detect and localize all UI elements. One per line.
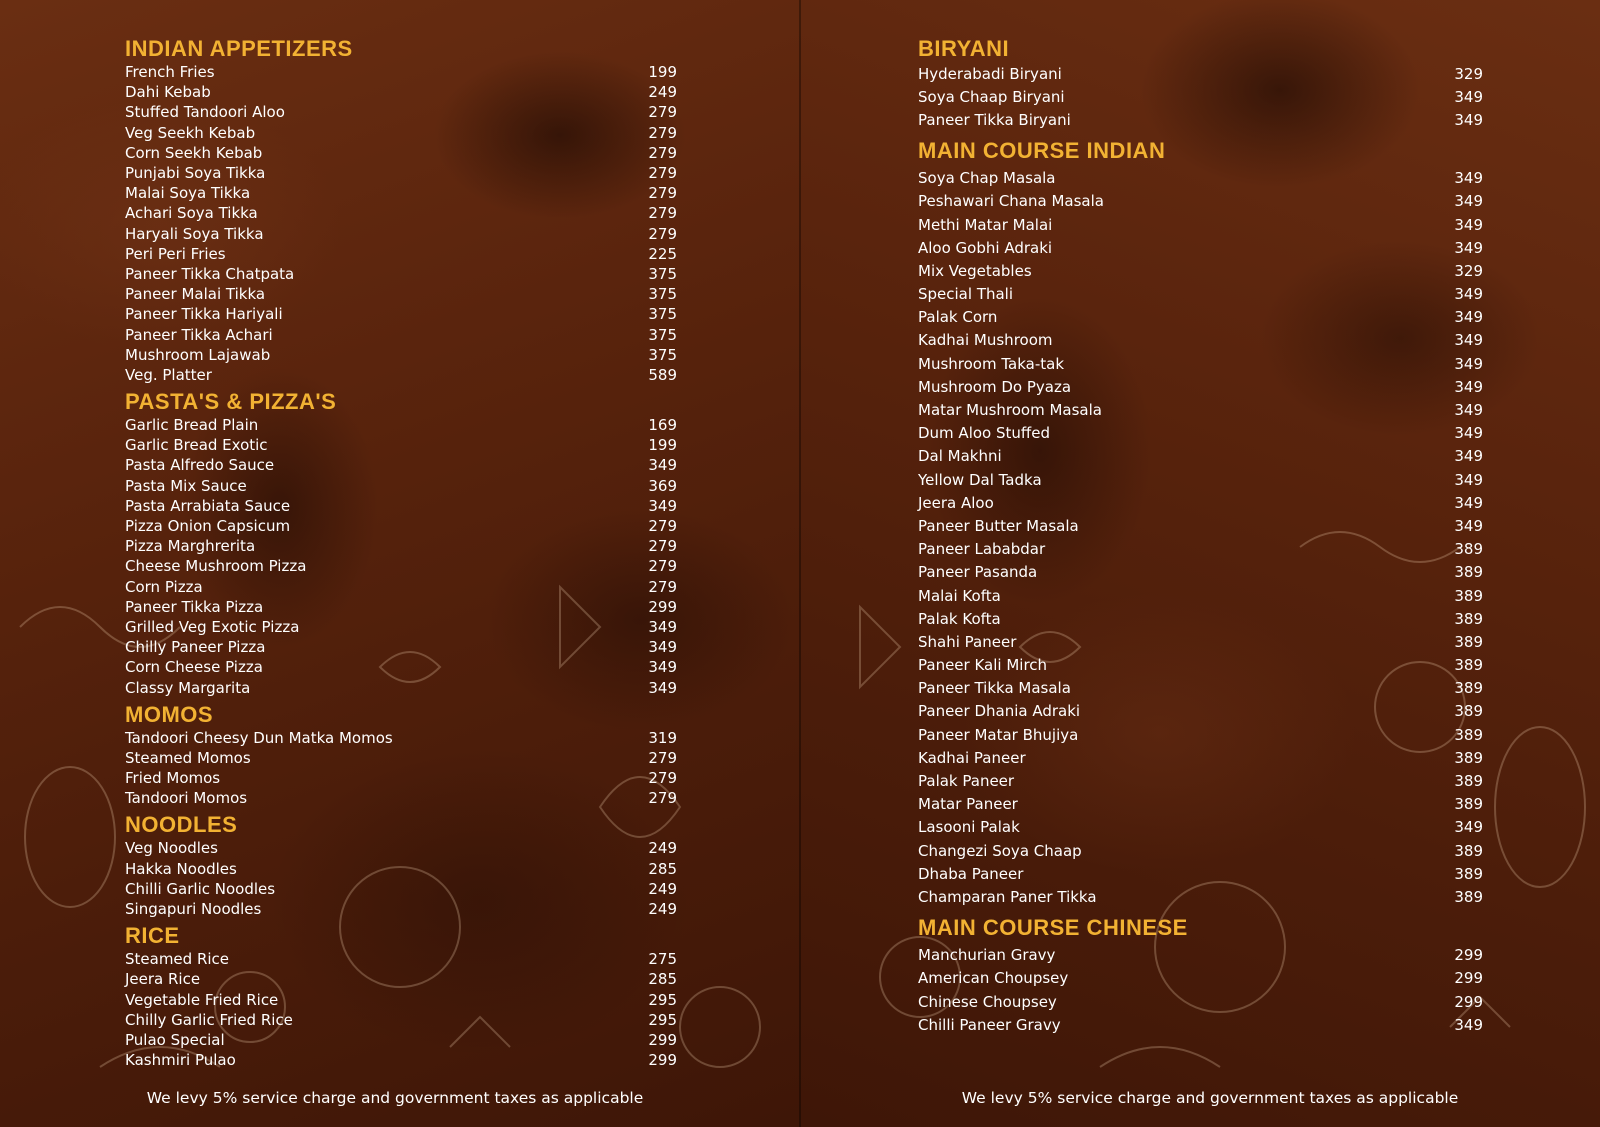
menu-item-name: Paneer Butter Masala bbox=[918, 516, 1079, 535]
menu-item-price: 389 bbox=[1454, 656, 1483, 675]
menu-item bbox=[918, 677, 1483, 700]
menu-item-name: Paneer Lababdar bbox=[918, 540, 1046, 559]
menu-item-name: Soya Chap Masala bbox=[918, 169, 1056, 188]
menu-item-price: 389 bbox=[1454, 586, 1483, 605]
menu-item-name: Paneer Tikka Chatpata bbox=[125, 264, 295, 283]
menu-item bbox=[125, 203, 677, 223]
menu-item-name: Dum Aloo Stuffed bbox=[918, 424, 1050, 443]
menu-item bbox=[918, 746, 1483, 769]
menu-item-price: 349 bbox=[1454, 110, 1483, 129]
menu-item-name: Paneer Pasanda bbox=[918, 563, 1038, 582]
menu-item-price: 299 bbox=[1454, 969, 1483, 988]
menu-item bbox=[125, 365, 677, 385]
menu-item-name: Steamed Momos bbox=[125, 748, 251, 767]
menu-item-name: Punjabi Soya Tikka bbox=[125, 164, 266, 183]
service-charge-note: We levy 5% service charge and government taxes as applicable bbox=[146, 1089, 644, 1107]
menu-item bbox=[918, 259, 1483, 282]
menu-item-price: 349 bbox=[1454, 308, 1483, 327]
menu-item bbox=[918, 700, 1483, 723]
menu-item-name: Corn Cheese Pizza bbox=[125, 658, 263, 677]
menu-item-price: 389 bbox=[1454, 887, 1483, 906]
menu-item-name: Methi Matar Malai bbox=[918, 215, 1053, 234]
menu-item-name: Kashmiri Pulao bbox=[125, 1051, 236, 1070]
menu-item-name: Shahi Paneer bbox=[918, 632, 1017, 651]
menu-item-name: Pasta Mix Sauce bbox=[125, 476, 247, 495]
menu-item bbox=[125, 183, 677, 203]
menu-item-price: 389 bbox=[1454, 609, 1483, 628]
menu-item-name: Chinese Choupsey bbox=[918, 992, 1057, 1011]
menu-item-name: Pasta Arrabiata Sauce bbox=[125, 496, 291, 515]
menu-item-name: Veg Seekh Kebab bbox=[125, 123, 256, 142]
menu-item bbox=[125, 990, 677, 1010]
menu-item-price: 369 bbox=[648, 476, 677, 495]
menu-item bbox=[918, 769, 1483, 792]
menu-item-price: 349 bbox=[1454, 470, 1483, 489]
menu-item bbox=[918, 561, 1483, 584]
menu-item-price: 249 bbox=[648, 83, 677, 102]
menu-item-name: Grilled Veg Exotic Pizza bbox=[125, 617, 300, 636]
menu-item-name: Yellow Dal Tadka bbox=[918, 470, 1042, 489]
menu-item bbox=[918, 85, 1483, 108]
menu-item-name: Aloo Gobhi Adraki bbox=[918, 238, 1053, 257]
menu-item bbox=[125, 899, 677, 919]
menu-item-name: Peri Peri Fries bbox=[125, 244, 226, 263]
menu-item-price: 279 bbox=[648, 123, 677, 142]
menu-item-name: Pulao Special bbox=[125, 1030, 225, 1049]
menu-item bbox=[125, 1010, 677, 1030]
menu-item-price: 375 bbox=[648, 325, 677, 344]
menu-item-name: Veg Noodles bbox=[125, 839, 218, 858]
menu-item-name: Dal Makhni bbox=[918, 447, 1002, 466]
menu-item-price: 329 bbox=[1454, 64, 1483, 83]
menu-item bbox=[125, 677, 677, 697]
menu-item bbox=[125, 556, 677, 576]
menu-item-price: 389 bbox=[1454, 748, 1483, 767]
menu-item-price: 169 bbox=[648, 416, 677, 435]
menu-item-name: Chilli Garlic Noodles bbox=[125, 879, 276, 898]
menu-item bbox=[918, 630, 1483, 653]
menu-item bbox=[125, 284, 677, 304]
menu-item bbox=[125, 949, 677, 969]
menu-item-price: 349 bbox=[1454, 447, 1483, 466]
menu-item-price: 349 bbox=[648, 496, 677, 515]
menu-item-name: Vegetable Fried Rice bbox=[125, 990, 279, 1009]
left-menu-column bbox=[125, 36, 677, 1070]
menu-item bbox=[918, 1013, 1483, 1036]
menu-item-price: 375 bbox=[648, 264, 677, 283]
menu-item-price: 299 bbox=[648, 1030, 677, 1049]
menu-item bbox=[125, 163, 677, 183]
menu-item-price: 375 bbox=[648, 285, 677, 304]
menu-item bbox=[125, 244, 677, 264]
menu-item bbox=[125, 577, 677, 597]
menu-item bbox=[918, 607, 1483, 630]
section-title-pasta-s-pizza-s: PASTA'S & PIZZA'S bbox=[125, 389, 337, 414]
menu-page-right bbox=[800, 0, 1600, 1127]
menu-item-name: Paneer Malai Tikka bbox=[125, 285, 266, 304]
menu-item bbox=[125, 476, 677, 496]
menu-item bbox=[125, 859, 677, 879]
menu-item bbox=[918, 538, 1483, 561]
menu-item-name: Kadhai Mushroom bbox=[918, 331, 1053, 350]
menu-item-price: 349 bbox=[648, 658, 677, 677]
menu-item-price: 349 bbox=[648, 678, 677, 697]
menu-item bbox=[125, 435, 677, 455]
menu-item-name: Mix Vegetables bbox=[918, 261, 1032, 280]
menu-item bbox=[918, 723, 1483, 746]
menu-item-list bbox=[125, 949, 677, 1070]
menu-item bbox=[918, 514, 1483, 537]
menu-item-price: 279 bbox=[648, 143, 677, 162]
menu-item-name: Chilly Garlic Fried Rice bbox=[125, 1010, 293, 1029]
menu-item-list bbox=[918, 62, 1483, 132]
menu-item bbox=[125, 224, 677, 244]
menu-item bbox=[125, 788, 677, 808]
menu-item-name: Mushroom Do Pyaza bbox=[918, 377, 1072, 396]
menu-item-name: Garlic Bread Plain bbox=[125, 416, 259, 435]
menu-item bbox=[918, 167, 1483, 190]
menu-item bbox=[918, 491, 1483, 514]
menu-item bbox=[125, 123, 677, 143]
menu-item-price: 349 bbox=[648, 617, 677, 636]
menu-item-price: 389 bbox=[1454, 563, 1483, 582]
menu-item-price: 349 bbox=[1454, 215, 1483, 234]
menu-item-price: 349 bbox=[1454, 238, 1483, 257]
menu-item-name: Pizza Marghrerita bbox=[125, 537, 256, 556]
menu-item-price: 389 bbox=[1454, 679, 1483, 698]
menu-item-name: Chilli Paneer Gravy bbox=[918, 1015, 1061, 1034]
section-title-rice: RICE bbox=[125, 923, 180, 949]
menu-item-price: 279 bbox=[648, 184, 677, 203]
menu-item bbox=[125, 143, 677, 163]
menu-item-price: 225 bbox=[648, 244, 677, 263]
menu-item-name: Paneer Tikka Achari bbox=[125, 325, 273, 344]
menu-item bbox=[125, 536, 677, 556]
section-title-main-course-chinese: MAIN COURSE CHINESE bbox=[918, 914, 1188, 940]
menu-item bbox=[918, 352, 1483, 375]
menu-item-price: 295 bbox=[648, 990, 677, 1009]
menu-item-price: 279 bbox=[648, 164, 677, 183]
menu-item bbox=[918, 990, 1483, 1013]
menu-item-price: 589 bbox=[648, 365, 677, 384]
menu-item-name: Malai Soya Tikka bbox=[125, 184, 251, 203]
menu-item-name: Paneer Dhania Adraki bbox=[918, 702, 1081, 721]
menu-item bbox=[918, 398, 1483, 421]
menu-item-price: 275 bbox=[648, 950, 677, 969]
menu-item-name: Changezi Soya Chaap bbox=[918, 841, 1082, 860]
section-title-momos: MOMOS bbox=[125, 701, 214, 727]
menu-item-name: Fried Momos bbox=[125, 769, 221, 788]
menu-item-price: 299 bbox=[1454, 946, 1483, 965]
menu-item-price: 375 bbox=[648, 305, 677, 324]
menu-item-name: Tandoori Momos bbox=[125, 789, 248, 808]
menu-item-price: 349 bbox=[1454, 192, 1483, 211]
menu-item bbox=[125, 597, 677, 617]
menu-item bbox=[125, 1030, 677, 1050]
menu-item bbox=[918, 816, 1483, 839]
menu-item-price: 349 bbox=[1454, 331, 1483, 350]
menu-item-name: Mushroom Lajawab bbox=[125, 345, 271, 364]
menu-item-name: Matar Mushroom Masala bbox=[918, 401, 1102, 420]
menu-item-price: 349 bbox=[648, 456, 677, 475]
menu-item-name: Pizza Onion Capsicum bbox=[125, 517, 291, 536]
menu-item-name: Malai Kofta bbox=[918, 586, 1001, 605]
menu-item-price: 249 bbox=[648, 839, 677, 858]
menu-item-price: 279 bbox=[648, 557, 677, 576]
menu-item-name: Paneer Tikka Hariyali bbox=[125, 305, 283, 324]
menu-item-name: Cheese Mushroom Pizza bbox=[125, 557, 307, 576]
menu-item-name: Paneer Tikka Pizza bbox=[125, 597, 264, 616]
menu-item-price: 279 bbox=[648, 769, 677, 788]
menu-item bbox=[918, 190, 1483, 213]
menu-item bbox=[918, 654, 1483, 677]
menu-item-name: Special Thali bbox=[918, 285, 1014, 304]
menu-item bbox=[125, 879, 677, 899]
menu-item bbox=[125, 637, 677, 657]
menu-item-price: 279 bbox=[648, 517, 677, 536]
menu-item-name: Steamed Rice bbox=[125, 950, 230, 969]
menu-item-price: 319 bbox=[648, 728, 677, 747]
menu-item bbox=[918, 375, 1483, 398]
menu-item-price: 389 bbox=[1454, 864, 1483, 883]
menu-item-name: Dhaba Paneer bbox=[918, 864, 1024, 883]
menu-item bbox=[125, 304, 677, 324]
menu-item bbox=[918, 306, 1483, 329]
menu-item bbox=[125, 415, 677, 435]
menu-item-name: Dahi Kebab bbox=[125, 83, 211, 102]
menu-item bbox=[125, 455, 677, 475]
menu-item-price: 249 bbox=[648, 879, 677, 898]
menu-item bbox=[125, 657, 677, 677]
menu-item-price: 389 bbox=[1454, 632, 1483, 651]
menu-item-name: Achari Soya Tikka bbox=[125, 204, 258, 223]
menu-item-name: Jeera Rice bbox=[125, 970, 201, 989]
menu-item-name: Soya Chaap Biryani bbox=[918, 87, 1065, 106]
menu-item-name: Singapuri Noodles bbox=[125, 900, 262, 919]
menu-item-name: Haryali Soya Tikka bbox=[125, 224, 264, 243]
service-charge-note: We levy 5% service charge and government taxes as applicable bbox=[961, 1089, 1459, 1107]
menu-item-name: Lasooni Palak bbox=[918, 818, 1020, 837]
menu-item-price: 299 bbox=[648, 597, 677, 616]
menu-item bbox=[125, 969, 677, 989]
menu-item-price: 199 bbox=[648, 63, 677, 82]
menu-item-list bbox=[125, 728, 677, 809]
menu-item bbox=[125, 516, 677, 536]
menu-item bbox=[125, 728, 677, 748]
menu-item-name: Paneer Tikka Masala bbox=[918, 679, 1071, 698]
menu-item-price: 349 bbox=[1454, 1015, 1483, 1034]
menu-item-price: 349 bbox=[1454, 818, 1483, 837]
menu-item-price: 349 bbox=[1454, 87, 1483, 106]
menu-item-price: 199 bbox=[648, 436, 677, 455]
menu-item-name: Paneer Tikka Biryani bbox=[918, 110, 1071, 129]
menu-item-price: 295 bbox=[648, 1010, 677, 1029]
menu-item-name: Palak Paneer bbox=[918, 772, 1015, 791]
menu-item-price: 285 bbox=[648, 859, 677, 878]
menu-item-price: 349 bbox=[1454, 377, 1483, 396]
menu-item-name: Hakka Noodles bbox=[125, 859, 237, 878]
menu-item bbox=[125, 617, 677, 637]
section-title-noodles: NOODLES bbox=[125, 812, 238, 838]
menu-item-price: 279 bbox=[648, 577, 677, 596]
menu-item bbox=[918, 422, 1483, 445]
menu-item-price: 349 bbox=[648, 638, 677, 657]
menu-item-price: 279 bbox=[648, 537, 677, 556]
menu-item bbox=[125, 768, 677, 788]
menu-item-price: 279 bbox=[648, 789, 677, 808]
menu-item bbox=[125, 1050, 677, 1070]
menu-item bbox=[125, 838, 677, 858]
menu-item-price: 299 bbox=[1454, 992, 1483, 1011]
menu-item-name: American Choupsey bbox=[918, 969, 1069, 988]
menu-item-name: Manchurian Gravy bbox=[918, 946, 1056, 965]
menu-item bbox=[125, 82, 677, 102]
menu-item bbox=[918, 793, 1483, 816]
menu-item bbox=[918, 283, 1483, 306]
menu-item bbox=[125, 496, 677, 516]
section-title-biryani: BIRYANI bbox=[918, 36, 1010, 61]
menu-item-name: Tandoori Cheesy Dun Matka Momos bbox=[125, 728, 393, 747]
menu-item-price: 329 bbox=[1454, 261, 1483, 280]
menu-item-name: Champaran Paner Tikka bbox=[918, 887, 1097, 906]
menu-item bbox=[918, 236, 1483, 259]
menu-item bbox=[918, 445, 1483, 468]
menu-item-price: 279 bbox=[648, 103, 677, 122]
menu-item bbox=[125, 102, 677, 122]
menu-item-name: Chilly Paneer Pizza bbox=[125, 638, 266, 657]
menu-item bbox=[918, 839, 1483, 862]
menu-item-price: 249 bbox=[648, 900, 677, 919]
menu-item bbox=[918, 862, 1483, 885]
menu-item-price: 349 bbox=[1454, 401, 1483, 420]
menu-item-name: Matar Paneer bbox=[918, 795, 1018, 814]
menu-item-name: French Fries bbox=[125, 63, 215, 82]
menu-item-price: 389 bbox=[1454, 725, 1483, 744]
menu-item-price: 299 bbox=[648, 1051, 677, 1070]
menu-item bbox=[918, 62, 1483, 85]
menu-item bbox=[918, 213, 1483, 236]
menu-item bbox=[918, 584, 1483, 607]
menu-item bbox=[918, 108, 1483, 131]
menu-item bbox=[918, 468, 1483, 491]
menu-item-list bbox=[918, 167, 1483, 909]
menu-item-price: 349 bbox=[1454, 516, 1483, 535]
menu-item bbox=[918, 967, 1483, 990]
menu-item-price: 349 bbox=[1454, 424, 1483, 443]
menu-item-price: 349 bbox=[1454, 493, 1483, 512]
menu-item-name: Stuffed Tandoori Aloo bbox=[125, 103, 285, 122]
menu-item bbox=[918, 885, 1483, 908]
menu-item-name: Corn Pizza bbox=[125, 577, 203, 596]
menu-item-price: 279 bbox=[648, 224, 677, 243]
menu-item-price: 349 bbox=[1454, 354, 1483, 373]
menu-item-price: 389 bbox=[1454, 795, 1483, 814]
menu-item-price: 279 bbox=[648, 204, 677, 223]
menu-item bbox=[125, 324, 677, 344]
menu-item-price: 389 bbox=[1454, 540, 1483, 559]
menu-item-list bbox=[125, 62, 677, 385]
right-menu-column bbox=[918, 36, 1483, 1036]
menu-item-price: 285 bbox=[648, 970, 677, 989]
page-fold bbox=[799, 0, 801, 1127]
menu-item-name: Pasta Alfredo Sauce bbox=[125, 456, 275, 475]
menu-item-name: Kadhai Paneer bbox=[918, 748, 1026, 767]
menu-item-price: 389 bbox=[1454, 702, 1483, 721]
menu-item-name: Palak Kofta bbox=[918, 609, 1001, 628]
menu-item-list bbox=[125, 415, 677, 698]
menu-item-price: 349 bbox=[1454, 169, 1483, 188]
menu-item-name: Veg. Platter bbox=[125, 365, 212, 384]
menu-item-name: Jeera Aloo bbox=[918, 493, 994, 512]
section-title-indian-appetizers: INDIAN APPETIZERS bbox=[125, 36, 353, 61]
menu-item-list bbox=[125, 838, 677, 919]
menu-item-price: 389 bbox=[1454, 841, 1483, 860]
menu-item-name: Paneer Matar Bhujiya bbox=[918, 725, 1079, 744]
menu-item-price: 375 bbox=[648, 345, 677, 364]
menu-item-name: Paneer Kali Mirch bbox=[918, 656, 1048, 675]
menu-item-price: 389 bbox=[1454, 772, 1483, 791]
menu-item bbox=[918, 329, 1483, 352]
menu-item-name: Peshawari Chana Masala bbox=[918, 192, 1104, 211]
menu-item-price: 349 bbox=[1454, 285, 1483, 304]
menu-item-list bbox=[918, 944, 1483, 1037]
menu-item bbox=[125, 62, 677, 82]
menu-item bbox=[125, 264, 677, 284]
menu-item-name: Palak Corn bbox=[918, 308, 998, 327]
menu-item bbox=[125, 345, 677, 365]
menu-item-name: Hyderabadi Biryani bbox=[918, 64, 1062, 83]
menu-item-name: Classy Margarita bbox=[125, 678, 251, 697]
menu-item-name: Mushroom Taka-tak bbox=[918, 354, 1065, 373]
menu-item-price: 279 bbox=[648, 748, 677, 767]
menu-item bbox=[125, 748, 677, 768]
menu-item bbox=[918, 944, 1483, 967]
menu-item-name: Garlic Bread Exotic bbox=[125, 436, 268, 455]
section-title-main-course-indian: MAIN COURSE INDIAN bbox=[918, 137, 1166, 163]
menu-item-name: Corn Seekh Kebab bbox=[125, 143, 263, 162]
